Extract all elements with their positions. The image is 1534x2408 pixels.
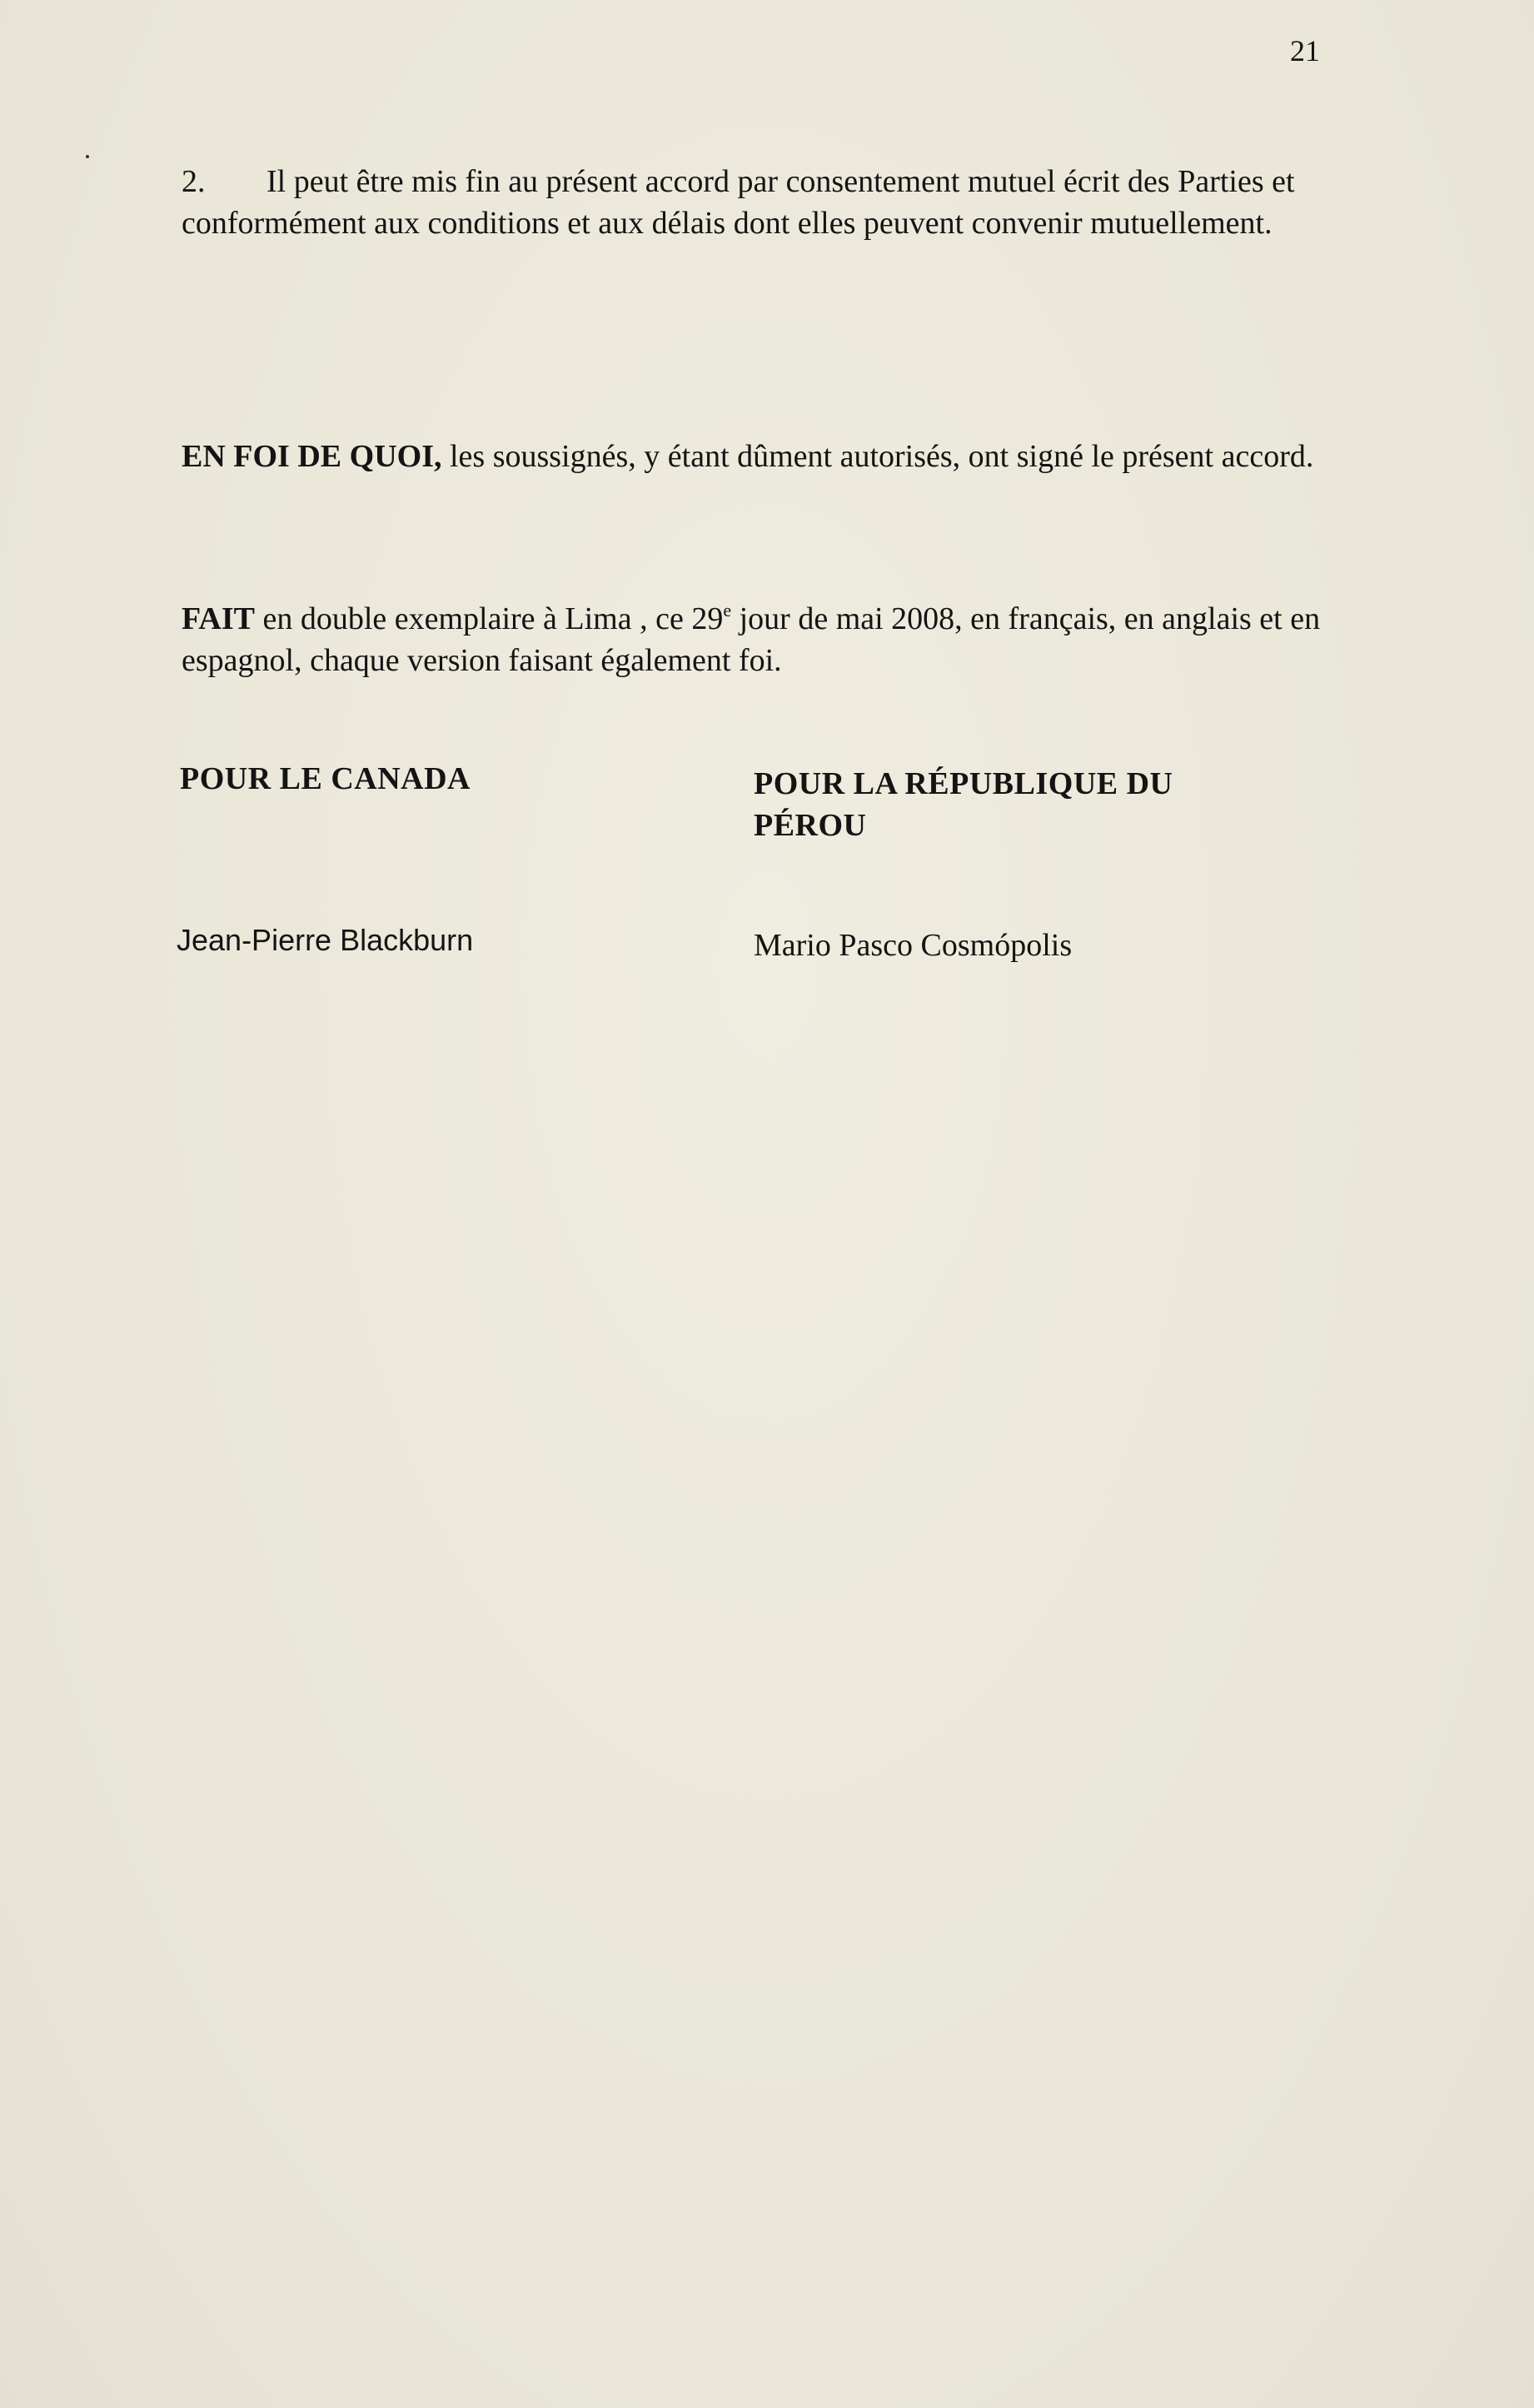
signatory-name-peru: Mario Pasco Cosmópolis <box>754 928 1073 963</box>
signatory-name-canada: Jean-Pierre Blackburn <box>177 923 474 957</box>
margin-speck <box>86 155 89 158</box>
done-text-after: jour de mai 2008, en français, en anglais et en espagnol, chaque version faisant également foi. <box>182 601 1321 678</box>
paragraph-2 <box>182 161 1331 244</box>
done-text-before: en double exemplaire à Lima , ce 29 <box>254 601 724 636</box>
signature-heading-peru: POUR LA RÉPUBLIQUE DU PÉROU <box>754 766 1173 843</box>
paragraph-2-text: Il peut être mis fin au présent accord par consentement mutuel écrit des Parties et conformément aux conditions et aux délais dont elles peuvent convenir mutuellement. <box>182 164 1295 241</box>
bleed-through-background <box>167 350 1332 1999</box>
signature-heading-canada: POUR LE CANADA <box>180 761 471 796</box>
witness-text: les soussignés, y étant dûment autorisés, ont signé le présent accord. <box>441 439 1314 474</box>
paragraph-number: 2. <box>182 164 206 199</box>
witness-lead: EN FOI DE QUOI, <box>182 439 442 474</box>
page-number: 21 <box>1290 34 1320 67</box>
done-lead: FAIT <box>182 601 255 636</box>
witness-clause <box>182 436 1331 477</box>
done-clause <box>182 598 1331 681</box>
ordinal-superscript: e <box>723 600 732 621</box>
